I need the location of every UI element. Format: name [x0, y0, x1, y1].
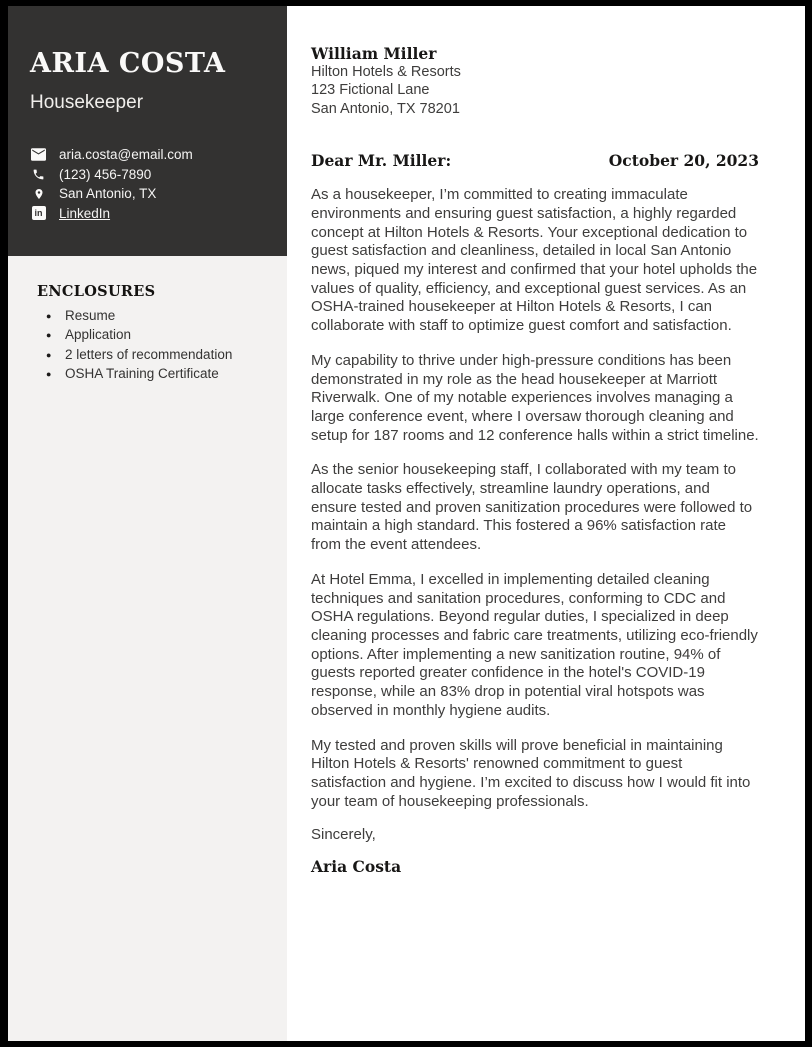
enclosures-heading: ENCLOSURES [37, 283, 156, 300]
contact-phone-text: (123) 456-7890 [59, 166, 152, 182]
linkedin-icon: in [30, 206, 47, 221]
letter-body [287, 6, 805, 1041]
contact-row-phone [30, 165, 267, 185]
letter-paragraph-5: My tested and proven skills will prove beneficial in maintaining Hilton Hotels & Resorts' renowned commitment to guest satisfaction and hygiene. I’m excited to discuss how I would fit into your team of housekeeping professionals. [311, 736, 751, 810]
enclosure-item: ● OSHA Training Certificate [37, 364, 271, 383]
closing: Sincerely, [311, 826, 376, 844]
salutation-row [311, 151, 759, 170]
phone-icon [30, 167, 47, 182]
contact-row-location [30, 184, 267, 204]
recipient-name: William Miller [311, 44, 437, 63]
signature-name: Aria Costa [311, 857, 402, 877]
letter-paragraph-2: My capability to thrive under high-pressure conditions has been demonstrated in my role as the head housekeeper at Marriott Riverwalk. One of my notable experiences involves managing a large conference event, where I oversaw thorough cleaning and setup for 187 rooms and 12 conference halls within a strict timeline. [311, 351, 759, 444]
enclosure-item: ● Resume [37, 306, 271, 325]
person-job-title: Housekeeper [30, 92, 144, 113]
cover-letter-page [8, 6, 805, 1041]
enclosure-item: ● Application [37, 325, 271, 344]
person-name: ARIA COSTA [30, 48, 226, 79]
enclosure-item: ● 2 letters of recommendation [37, 345, 271, 364]
contact-email-text: aria.costa@email.com [59, 147, 193, 163]
recipient-block [311, 44, 759, 118]
letter-date: October 20, 2023 [608, 151, 759, 171]
location-icon [30, 186, 47, 201]
recipient-street: 123 Fictional Lane [311, 82, 430, 99]
contact-row-linkedin [30, 204, 267, 224]
letter-paragraph-4: At Hotel Emma, I excelled in implementing detailed cleaning techniques and sanitation procedures, conforming to CDC and OSHA regulations. Beyond regular duties, I specialized in deep cleaning processes and fabric care treatments, utilizing eco-friendly options. After implementing a new sanitization routine, 94% of guests reported greater confidence in the hotel's COVID-19 response, while an 83% drop in potential viral hotspots was observed in monthly hygiene audits. [311, 570, 758, 719]
email-icon [30, 147, 47, 162]
letter-paragraph-3: As the senior housekeeping staff, I collaborated with my team to allocate tasks effectively, streamline laundry operations, and ensure tested and proven sanitization procedures were followed to maintain a high standard. This fostered a 96% satisfaction rate from the event attendees. [311, 461, 753, 554]
contact-row-email [30, 145, 267, 165]
letter-paragraph-1: As a housekeeper, I’m committed to creating immaculate environments and ensuring guest satisfaction, a highly regarded concept at Hilton Hotels & Resorts. Your exceptional dedication to guest satisfaction and cleanliness, detailed in local San Antonio news, piqued my interest and confirmed that your hotel upholds the values of quality, efficiency, and exceptional guest services. As an OSHA-trained housekeeper at Hilton Hotels & Resorts, I can collaborate with staff to optimize guest comfort and satisfaction. [311, 186, 758, 335]
sidebar [8, 6, 287, 1041]
salutation: Dear Mr. Miller: [311, 151, 452, 171]
enclosures-list [37, 306, 271, 383]
recipient-company: Hilton Hotels & Resorts [311, 64, 461, 80]
recipient-city: San Antonio, TX 78201 [311, 100, 460, 117]
contact-list [30, 145, 267, 223]
sidebar-header-panel [8, 6, 287, 256]
contact-location-text: San Antonio, TX [59, 186, 157, 202]
enclosures-section [8, 256, 287, 383]
linkedin-link[interactable]: LinkedIn [59, 205, 111, 221]
